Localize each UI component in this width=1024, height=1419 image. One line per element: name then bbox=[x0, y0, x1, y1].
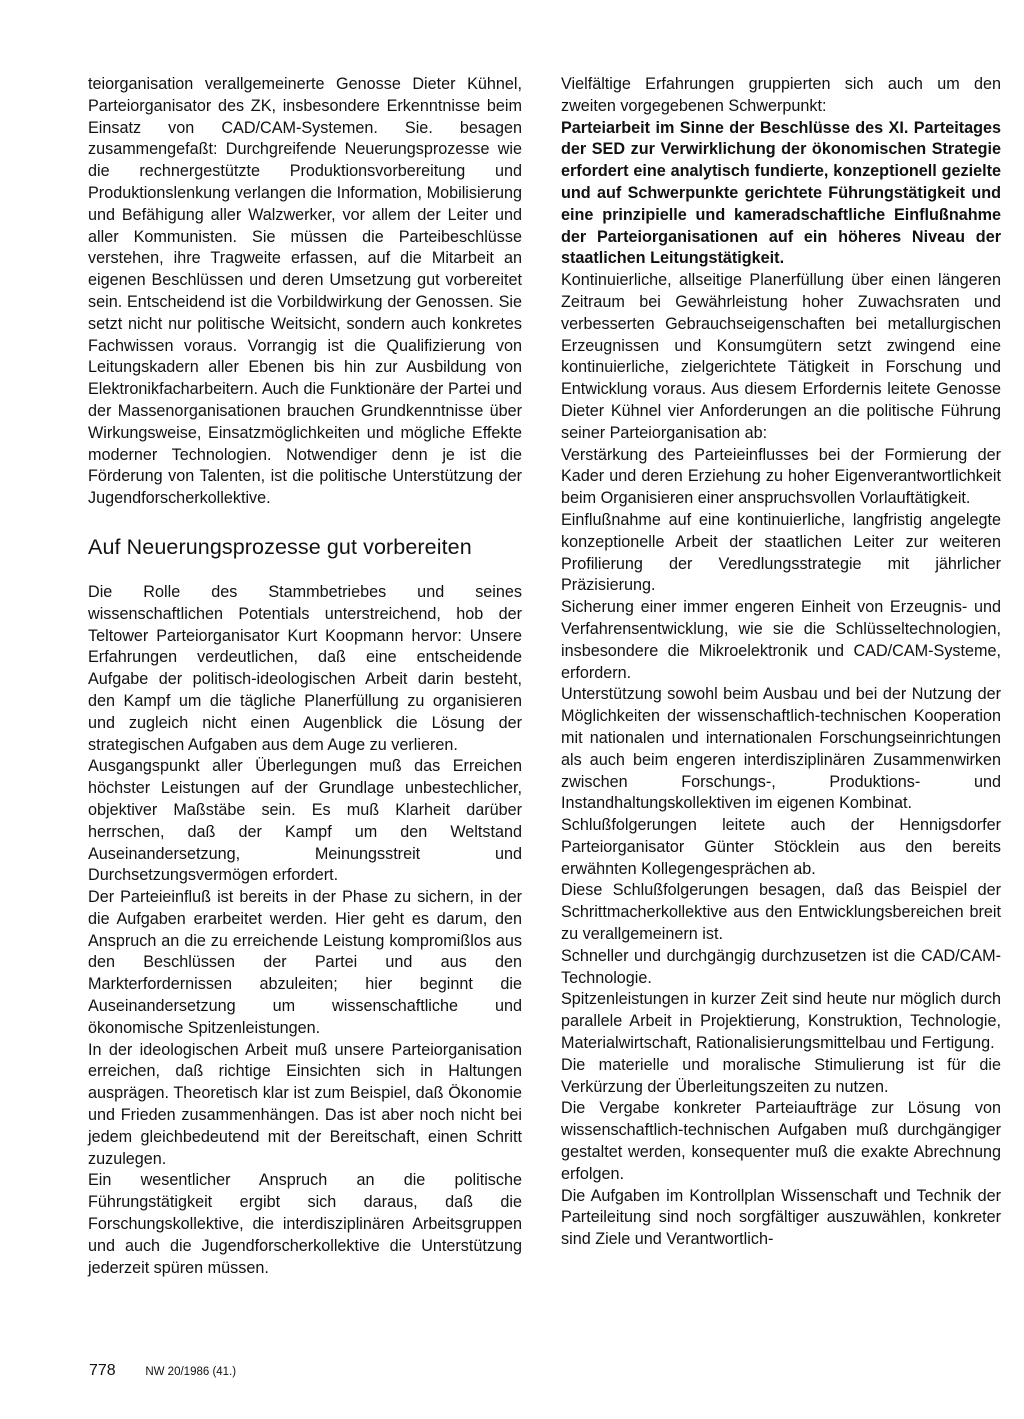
article-paragraph: Verstärkung des Parteieinflusses bei der Formierung der Kader und deren Erziehung zu hoher Eigenverantwortlichkeit beim Organisieren einer anspruchsvollen Vorlauftätigkeit. bbox=[561, 445, 1001, 508]
article-paragraph: Diese Schlußfolgerungen besagen, daß das Beispiel der Schrittmacherkollektive aus den Entwicklungsbereichen breit zu verallgemeinern ist. bbox=[561, 881, 1001, 944]
article-paragraph: teiorganisation verallgemeinerte Genosse Dieter Kühnel, Parteiorganisator des ZK, insbesondere Erkenntnisse beim Einsatz von CAD/CAM-Systemen. Sie. besagen zusammengefaßt: Durchgreifende Neuerungsprozesse wie die rechnergestützte Produktionsvorbereitung und Produktionslenkung verlangen die Information, Mobilisierung und Befähigung aller Walzwerker, vor allem der Leiter und aller Kommunisten. Sie müssen die Parteibeschlüsse verstehen, ihre Tragweite erfassen, auf die Mitarbeit an eigenen Beschlüssen und deren Umsetzung gut vorbereitet sein. Entscheidend ist die Vorbildwirkung der Genossen. Sie setzt nicht nur politische Weitsicht, sondern auch konkretes Fachwissen voraus. Vorrangig ist die Qualifizierung von Leitungskadern aller Ebenen bis hin zur Ausbildung von Elektronikfacharbeitern. Auch die Funktionäre der Partei und der Massenorganisationen brauchen Grundkenntnisse über Wirkungsweise, Einsatzmöglichkeiten und mögliche Effekte moderner Technologien. Notwendiger denn je ist die Förderung von Talenten, ist die politische Unterstützung der Jugendforscherkollektive. bbox=[88, 75, 522, 508]
article-paragraph: Kontinuierliche, allseitige Planerfüllung über einen längeren Zeitraum bei Gewährleistung hoher Zuwachsraten und verbesserten Gebrauchseigenschaften bei metallurgischen Erzeugnissen und Konsumgütern setzt zwingend eine kontinuierliche, zielgerichtete Tätigkeit in Forschung und Entwicklung voraus. Aus diesem Erfordernis leitete Genosse Dieter Kühnel vier Anforderungen an die politische Führung seiner Parteiorganisation ab: bbox=[561, 271, 1001, 442]
right-column bbox=[561, 74, 1001, 1251]
article-paragraph: Die Aufgaben im Kontrollplan Wissenschaft und Technik der Parteileitung sind noch sorgfältiger auszuwählen, konkreter sind Ziele und Verantwortlich- bbox=[561, 1186, 1001, 1249]
page-number: 778 bbox=[89, 1362, 116, 1379]
article-paragraph: Ausgangspunkt aller Überlegungen muß das Erreichen höchster Leistungen auf der Grundlage unbestechlicher, objektiver Maßstäbe sein. Es muß Klarheit darüber herrschen, daß der Kampf um den Weltstand Auseinandersetzung, Meinungsstreit und Durchsetzungsvermögen erfordert. bbox=[88, 757, 522, 885]
article-paragraph: Der Parteieinfluß ist bereits in der Phase zu sichern, in der die Aufgaben erarbeitet werden. Hier geht es darum, den Anspruch an die zu erreichende Leistung kompromißlos aus den Beschlüssen der Partei und aus den Markterfordernissen abzuleiten; hier beginnt die Auseinandersetzung um wissenschaftliche und ökonomische Spitzenleistungen. bbox=[88, 888, 522, 1037]
article-paragraph: Spitzenleistungen in kurzer Zeit sind heute nur möglich durch parallele Arbeit in Projektierung, Konstruktion, Technologie, Materialwirtschaft, Rationalisierungsmittelbau und Fertigung. bbox=[561, 990, 1001, 1053]
article-paragraph: Schneller und durchgängig durchzusetzen ist die CAD/CAM-Technologie. bbox=[561, 946, 1001, 987]
article-paragraph: Die Vergabe konkreter Parteiaufträge zur Lösung von wissenschaftlich-technischen Aufgaben muß durchgängiger gestaltet werden, konsequenter muß die exakte Abrechnung erfolgen. bbox=[561, 1099, 1001, 1183]
bold-statement: Parteiarbeit im Sinne der Beschlüsse des XI. Parteitages der SED zur Verwirklichung der ökonomischen Strategie erfordert eine analytisch fundierte, konzeptionell gezielte und auf Schwerpunkte gerichtete Führungstätigkeit und eine prinzipielle und kameradschaftliche Einflußnahme der Parteiorganisationen auf ein höheres Niveau der staatlichen Leitungstätigkeit. bbox=[561, 118, 1001, 268]
issue-label: NW 20/1986 (41.) bbox=[145, 1366, 237, 1378]
article-paragraph: Sicherung einer immer engeren Einheit von Erzeugnis- und Verfahrensentwicklung, wie sie die Schlüsseltechnologien, insbesondere die Mikroelektronik und CAD/CAM-Systeme, erfordern. bbox=[561, 598, 1001, 682]
page-footer bbox=[89, 1362, 236, 1380]
article-paragraph: Unterstützung sowohl beim Ausbau und bei der Nutzung der Möglichkeiten der wissenschaftlich-technischen Kooperation mit nationalen und internationalen Forschungseinrichtungen als auch beim engeren interdisziplinären Zusammenwirken zwischen Forschungs-, Produktions- und Instandhaltungskollektiven im eigenen Kombinat. bbox=[561, 685, 1001, 813]
article-paragraph: Einflußnahme auf eine kontinuierliche, langfristig angelegte konzeptionelle Arbeit der staatlichen Leiter zur weiteren Profilierung der Veredlungsstrategie mit jährlicher Präzisierung. bbox=[561, 510, 1001, 595]
section-heading: Auf Neuerungsprozesse gut vorbereiten bbox=[88, 534, 472, 559]
article-paragraph: Die Rolle des Stammbetriebes und seines wissenschaftlichen Potentials unterstreichend, hob der Teltower Parteiorganisator Kurt Koopmann hervor: Unsere Erfahrungen verdeutlichen, daß eine entscheidende Aufgabe der politisch-ideologischen Arbeit darin besteht, den Kampf um die tägliche Planerfüllung zu organisieren und zugleich nicht einen Augenblick die Lösung der strategischen Aufgaben aus dem Auge zu verlieren. bbox=[88, 582, 522, 754]
article-paragraph: Vielfältige Erfahrungen gruppierten sich auch um den zweiten vorgegebenen Schwerpunkt: bbox=[561, 75, 1001, 115]
article-paragraph: In der ideologischen Arbeit muß unsere Parteiorganisation erreichen, daß richtige Einsichten sich in Haltungen ausprägen. Theoretisch klar ist zum Beispiel, daß Ökonomie und Frieden zusammenhängen. Das ist aber noch nicht bei jedem gleichbedeutend mit der Bereitschaft, einen Schritt zuzulegen. bbox=[88, 1040, 522, 1168]
article-paragraph: Ein wesentlicher Anspruch an die politische Führungstätigkeit ergibt sich daraus, daß die Forschungskollektive, die interdisziplinären Arbeitsgruppen und auch die Jugendforscherkollektive die Unterstützung jederzeit spüren müssen. bbox=[88, 1171, 522, 1277]
left-column bbox=[88, 74, 522, 1279]
article-paragraph: Schlußfolgerungen leitete auch der Hennigsdorfer Parteiorganisator Günter Stöcklein aus den bereits erwähnten Kollegengesprächen ab. bbox=[561, 816, 1001, 878]
article-paragraph: Die materielle und moralische Stimulierung ist für die Verkürzung der Überleitungszeiten zu nutzen. bbox=[561, 1055, 1001, 1096]
